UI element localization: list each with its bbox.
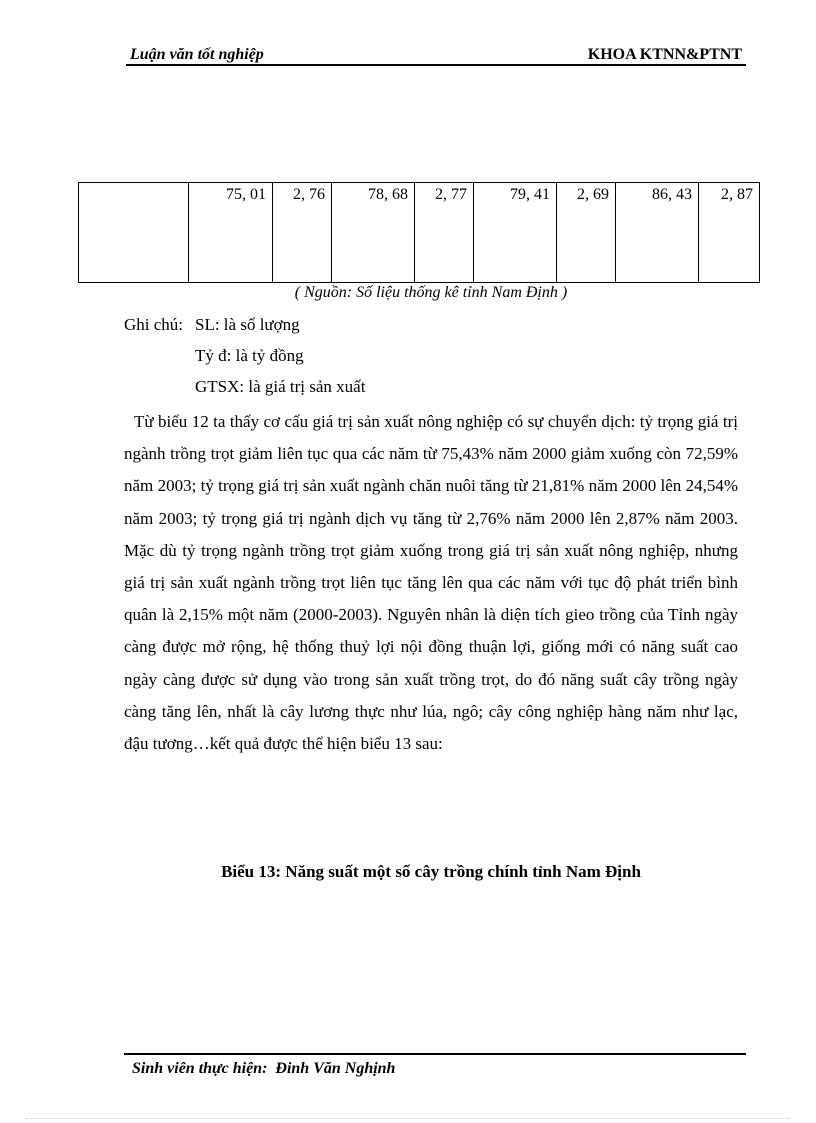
note-line-sl: SL: là số lượng — [195, 315, 300, 334]
table-cell: 78, 68 — [332, 183, 415, 283]
table-cell: 2, 76 — [273, 183, 332, 283]
notes-label: Ghi chú: — [124, 315, 184, 334]
table-row — [79, 183, 760, 283]
table-cell: 2, 87 — [699, 183, 760, 283]
body-paragraph: Từ biểu 12 ta thấy cơ cấu giá trị sản xuất nông nghiệp có sự chuyển dịch: tỷ trọng giá trị ngành trồng trọt giảm liên tục qua các năm từ 75,43% năm 2000 giảm xuống còn 72,59% năm 2003; tỷ trọng giá trị sản xuất ngành chăn nuôi tăng từ 21,81% năm 2000 lên 24,54% năm 2003; tỷ trọng giá trị ngành dịch vụ tăng từ 2,76% năm 2000 lên 2,87% năm 2003. Mặc dù tỷ trọng ngành trồng trọt giảm xuống trong giá trị sản xuất nông nghiệp, nhưng giá trị sản xuất ngành trồng trọt liên tục tăng lên qua các năm với tục độ phát triển bình quân là 2,15% một năm (2000-2003). Nguyên nhân là diện tích gieo trồng của Tỉnh ngày càng được mở rộng, hệ thống thuỷ lợi nội đồng thuận lợi, giống mới có năng suất cao ngày càng được sử dụng vào trong sản xuất trồng trọt, do đó năng suất cây trồng ngày càng tăng lên, nhất là cây lương thực như lúa, ngô; cây công nghiệp hàng năm như lạc, đậu tương…kết quả được thể hiện biểu 13 sau: — [124, 412, 738, 754]
note-line-ty-dong: Tỷ đ: là tỷ đồng — [195, 346, 304, 365]
note-line-gtsx: GTSX: là giá trị sản xuất — [195, 377, 366, 396]
header-thesis-title: Luận văn tốt nghiệp — [130, 46, 264, 63]
footer-label: Sinh viên thực hiện: — [132, 1060, 268, 1077]
table-cell: 75, 01 — [189, 183, 273, 283]
table-cell — [79, 183, 189, 283]
page-divider — [26, 1118, 790, 1119]
table-cell: 86, 43 — [616, 183, 699, 283]
page-header — [126, 44, 746, 66]
header-faculty: KHOA KTNN&PTNT — [587, 46, 742, 63]
table-cell: 2, 69 — [557, 183, 616, 283]
table-cell: 2, 77 — [415, 183, 474, 283]
table-source: ( Nguồn: Số liệu thống kê tỉnh Nam Định ) — [294, 284, 568, 301]
table-caption: Biểu 13: Năng suất một số cây trồng chính tỉnh Nam Định — [221, 862, 641, 881]
data-table — [78, 182, 760, 283]
page-footer — [124, 1053, 746, 1078]
footer-student-name: Đinh Văn Nghịnh — [275, 1060, 396, 1077]
table-cell: 79, 41 — [474, 183, 557, 283]
